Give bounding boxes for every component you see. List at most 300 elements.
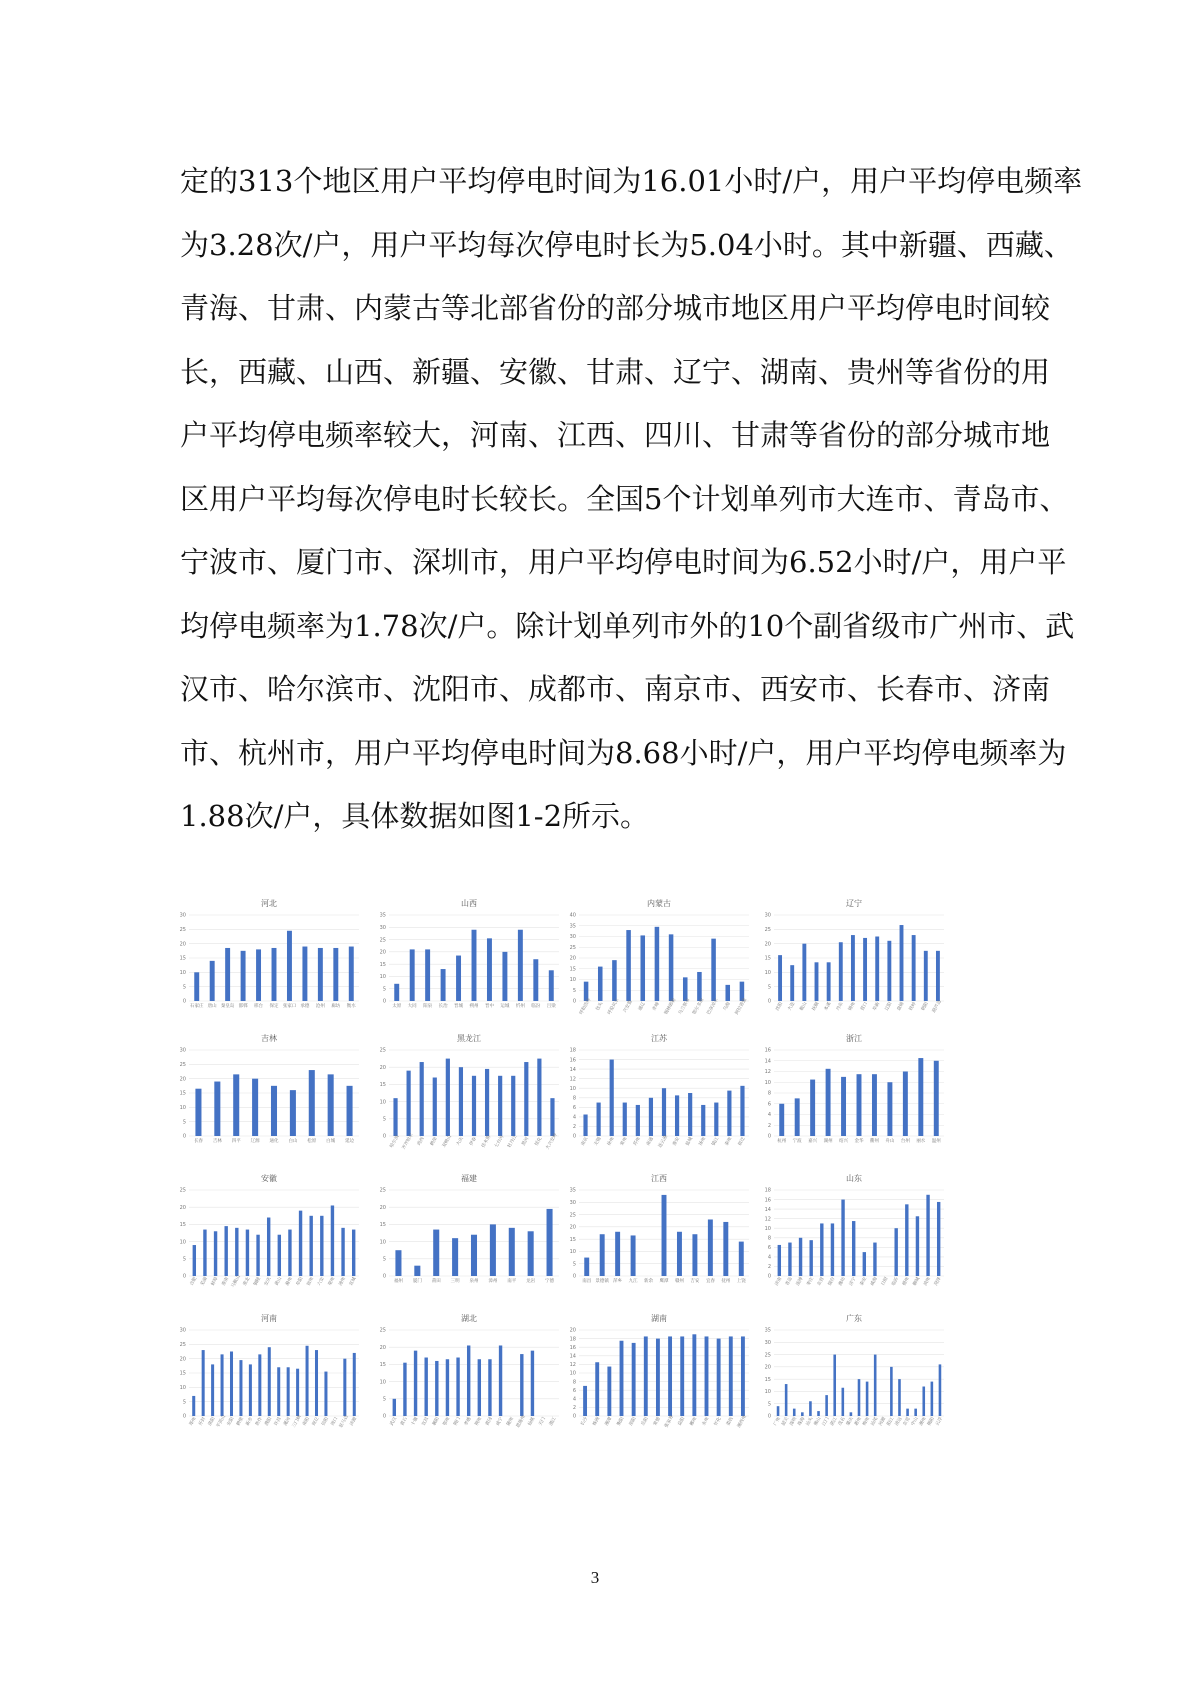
x-category-label: 朝阳 (920, 1001, 930, 1012)
chart-13 (375, 1310, 563, 1440)
x-category-label: 石家庄 (189, 1004, 204, 1009)
chart-svg (175, 1030, 363, 1160)
bar (347, 1086, 353, 1136)
bar (912, 935, 916, 1001)
bar (820, 1223, 823, 1276)
x-category-label: 泰安 (859, 1276, 869, 1287)
bar (287, 1367, 290, 1416)
y-tick-label: 2 (572, 1405, 576, 1412)
x-category-label: 临沂 (891, 1276, 901, 1287)
y-tick-label: 16 (764, 1047, 771, 1054)
bar (662, 1088, 666, 1136)
bar (407, 1071, 411, 1136)
y-tick-label: 10 (764, 970, 771, 977)
y-tick-label: 16 (569, 1057, 576, 1064)
y-tick-label: 4 (572, 1396, 576, 1403)
x-category-label: 白城 (326, 1139, 336, 1144)
x-category-label: 鹤岗 (429, 1136, 439, 1147)
bar (395, 1250, 401, 1276)
x-category-label: 日照 (880, 1276, 890, 1287)
x-category-label: 厦门 (412, 1279, 422, 1284)
x-category-label: 阜新 (872, 1001, 882, 1012)
bar (210, 961, 215, 1001)
bar (852, 1221, 855, 1276)
paragraph-line: 青海、甘肃、内蒙古等北部省份的部分城市地区用户平均停电时间较 (180, 291, 1051, 325)
bar (583, 1115, 587, 1137)
x-category-label: 漯河 (283, 1416, 293, 1427)
x-category-label: 阜阳 (295, 1276, 305, 1287)
x-category-label: 沧州 (315, 1004, 325, 1009)
y-tick-label: 0 (382, 1273, 386, 1280)
x-category-label: 呼伦贝尔 (607, 997, 621, 1016)
bar (741, 1336, 745, 1416)
y-tick-label: 20 (379, 1344, 386, 1351)
x-category-label: 包头 (595, 1001, 605, 1012)
bar (414, 1266, 420, 1276)
bar (858, 1379, 861, 1416)
bar (688, 1093, 692, 1136)
chart-title: 安徽 (261, 1174, 277, 1183)
chart-title: 山西 (461, 899, 477, 908)
bar (302, 947, 307, 1001)
y-tick-label: 6 (767, 1245, 771, 1252)
x-category-label: 黄冈 (485, 1416, 494, 1427)
x-category-label: 双鸭山 (441, 1134, 453, 1149)
bar (290, 1090, 296, 1136)
x-category-label: 漳州 (488, 1279, 498, 1284)
y-tick-label: 20 (179, 1204, 186, 1211)
bar (779, 1104, 784, 1136)
bar (315, 1350, 318, 1416)
bar (549, 970, 554, 1001)
y-tick-label: 10 (179, 1105, 186, 1112)
bar (708, 1219, 713, 1276)
y-tick-label: 10 (379, 1379, 386, 1386)
x-category-label: 韶关 (781, 1416, 791, 1427)
bar (851, 935, 855, 1001)
x-category-label: 衢州 (869, 1139, 879, 1144)
x-category-label: 茂名 (837, 1416, 847, 1427)
bar (202, 1350, 205, 1416)
bar (331, 1205, 334, 1276)
chart-title: 黑龙江 (457, 1034, 481, 1043)
chart-svg (760, 1170, 948, 1300)
bar (863, 1252, 866, 1276)
y-tick-label: 15 (379, 1362, 386, 1369)
bar (195, 1089, 201, 1136)
bar (842, 1388, 845, 1416)
bar (459, 1067, 463, 1136)
bar (393, 1098, 397, 1136)
y-tick-label: 5 (572, 987, 576, 994)
bar (333, 948, 338, 1001)
x-category-label: 盐城 (685, 1136, 695, 1147)
bar (636, 1105, 640, 1136)
y-tick-label: 10 (179, 1239, 186, 1246)
y-tick-label: 20 (179, 1356, 186, 1363)
x-category-label: 深圳 (789, 1416, 799, 1427)
body-paragraph (180, 150, 1083, 849)
x-category-label: 衡水 (346, 1004, 356, 1009)
x-category-label: 荆州 (474, 1416, 484, 1427)
bar (550, 1098, 554, 1136)
x-category-label: 张家界 (664, 1414, 676, 1429)
bar (926, 1195, 929, 1276)
x-category-label: 南平 (507, 1279, 517, 1284)
y-tick-label: 0 (767, 1133, 771, 1140)
x-category-label: 青岛 (785, 1276, 794, 1287)
bar (795, 1098, 800, 1136)
bar (900, 925, 904, 1001)
x-category-label: 阿拉善盟 (734, 997, 749, 1016)
x-category-label: 驻马店 (338, 1414, 350, 1429)
y-tick-label: 25 (179, 1342, 186, 1349)
bar (584, 1258, 589, 1276)
bar (802, 944, 806, 1001)
x-category-label: 大兴安岭 (545, 1132, 559, 1151)
y-tick-label: 4 (767, 1254, 771, 1261)
bar (705, 1336, 709, 1416)
bar (711, 939, 716, 1001)
y-tick-label: 5 (382, 1256, 386, 1263)
chart-5 (375, 1030, 563, 1160)
bar (537, 1059, 541, 1136)
bar (644, 1336, 648, 1416)
x-category-label: 七台河 (494, 1134, 506, 1149)
bar (595, 1362, 599, 1416)
bar (328, 1074, 334, 1136)
bar (662, 1195, 667, 1276)
y-tick-label: 30 (569, 934, 576, 941)
y-tick-label: 15 (569, 966, 576, 973)
x-category-label: 吉安 (690, 1279, 700, 1284)
bar (612, 960, 617, 1001)
x-category-label: 龙岩 (526, 1279, 536, 1284)
paragraph-line: 为3.28次/户，用户平均每次停电时长为5.04小时。其中新疆、西藏、 (180, 227, 1073, 262)
chart-14 (565, 1310, 753, 1440)
x-category-label: 南阳 (302, 1416, 312, 1427)
x-category-label: 阳江 (886, 1416, 896, 1427)
y-tick-label: 10 (379, 1239, 386, 1246)
y-tick-label: 20 (379, 1204, 386, 1211)
bar (520, 1354, 523, 1416)
bar (309, 1216, 312, 1276)
bar (788, 1243, 791, 1276)
page-number: 3 (590, 1568, 600, 1587)
bar (528, 1231, 534, 1276)
bar (410, 949, 415, 1001)
x-category-label: 萍乡 (613, 1279, 623, 1284)
y-tick-label: 20 (764, 1364, 771, 1371)
x-category-label: 滁州 (285, 1276, 294, 1287)
bar (914, 1409, 917, 1416)
chart-3 (760, 895, 948, 1025)
bar (287, 931, 292, 1001)
x-category-label: 汕头 (805, 1416, 815, 1427)
bar (394, 984, 399, 1001)
x-category-label: 武汉 (389, 1416, 399, 1427)
chart-svg (565, 1310, 753, 1440)
x-category-label: 抚州 (721, 1279, 731, 1284)
chart-svg (375, 1310, 563, 1440)
x-category-label: 晋中 (484, 1004, 494, 1009)
bar (425, 949, 430, 1001)
x-category-label: 郴州 (689, 1416, 699, 1427)
bar (924, 951, 928, 1001)
x-category-label: 中山 (910, 1416, 920, 1427)
y-tick-label: 4 (572, 1114, 576, 1121)
bar (235, 1228, 238, 1276)
paragraph-line: 1.88次/户，具体数据如图1-2所示。 (180, 799, 650, 833)
bar (309, 1070, 315, 1136)
bar (487, 938, 492, 1001)
y-tick-label: 10 (569, 977, 576, 984)
y-tick-label: 8 (572, 1379, 576, 1386)
bar (692, 1234, 697, 1276)
x-category-label: 辽阳 (884, 1001, 894, 1012)
x-category-label: 铁岭 (908, 1001, 918, 1012)
x-category-label: 天门 (538, 1416, 548, 1427)
y-tick-label: 10 (179, 970, 186, 977)
x-category-label: 平顶山 (216, 1414, 228, 1429)
bar (420, 1062, 424, 1136)
y-tick-label: 14 (569, 1353, 576, 1360)
bar (414, 1351, 417, 1416)
x-category-label: 汕尾 (870, 1416, 880, 1427)
x-category-label: 安阳 (226, 1416, 236, 1427)
bar (233, 1074, 239, 1136)
y-tick-label: 0 (572, 1133, 576, 1140)
y-tick-label: 14 (764, 1206, 771, 1213)
x-category-label: 芜湖 (200, 1276, 209, 1287)
y-tick-label: 30 (179, 1047, 186, 1054)
paragraph-line: 区用户平均每次停电时长较长。全国5个计划单列市大连市、青岛市、 (180, 481, 1069, 516)
x-category-label: 郑州 (188, 1416, 198, 1427)
bar (683, 977, 688, 1001)
x-category-label: 咸宁 (495, 1416, 505, 1427)
y-tick-label: 5 (382, 1396, 386, 1403)
bar (729, 1336, 733, 1416)
chart-svg (760, 895, 948, 1025)
x-category-label: 淮南 (221, 1276, 231, 1287)
x-category-label: 恩施州 (515, 1414, 527, 1429)
x-category-label: 南通 (646, 1136, 655, 1147)
x-category-label: 连云港 (658, 1134, 670, 1149)
x-category-label: 吉林 (212, 1139, 222, 1144)
y-tick-label: 30 (179, 912, 186, 919)
chart-2 (565, 895, 753, 1025)
x-category-label: 肇庆 (846, 1416, 855, 1427)
y-tick-label: 12 (569, 1362, 576, 1369)
x-category-label: 十堰 (410, 1416, 420, 1427)
y-tick-label: 2 (572, 1124, 576, 1131)
chart-1 (375, 895, 563, 1025)
bar (509, 1228, 515, 1276)
y-tick-label: 20 (569, 955, 576, 962)
y-tick-label: 10 (569, 1085, 576, 1092)
y-tick-label: 20 (379, 1064, 386, 1071)
bar (656, 1339, 660, 1416)
bar (790, 965, 794, 1001)
bar (649, 1098, 653, 1136)
y-tick-label: 0 (767, 998, 771, 1005)
bar (256, 949, 261, 1001)
x-category-label: 孝感 (463, 1416, 473, 1427)
bar (502, 952, 507, 1001)
x-category-label: 本溪 (823, 1001, 833, 1012)
x-category-label: 许昌 (273, 1416, 283, 1427)
bar (278, 1235, 281, 1276)
x-category-label: 仙桃 (527, 1416, 537, 1427)
chart-0 (175, 895, 363, 1025)
bar (841, 1200, 844, 1276)
x-category-label: 葫芦岛 (931, 999, 944, 1014)
bar (799, 1238, 802, 1276)
bar (857, 1074, 862, 1136)
bar (675, 1095, 679, 1136)
x-category-label: 长沙 (580, 1416, 590, 1427)
bar (271, 1086, 277, 1136)
bar (424, 1358, 427, 1416)
y-tick-label: 20 (569, 1327, 576, 1334)
y-tick-label: 0 (572, 1413, 576, 1420)
x-category-label: 绥化 (534, 1136, 544, 1147)
bar (306, 1346, 309, 1416)
chart-15 (760, 1310, 948, 1440)
y-tick-label: 18 (569, 1047, 576, 1054)
y-tick-label: 20 (179, 941, 186, 948)
x-category-label: 信阳 (321, 1416, 330, 1427)
x-category-label: 牡丹江 (507, 1134, 519, 1149)
bar (801, 1412, 804, 1416)
x-category-label: 延边 (345, 1139, 355, 1144)
x-category-label: 六安 (316, 1276, 326, 1287)
y-tick-label: 8 (767, 1235, 771, 1242)
x-category-label: 镇江 (711, 1136, 721, 1147)
bar (518, 930, 523, 1001)
x-category-label: 三门峡 (291, 1414, 303, 1429)
x-category-label: 新乡 (245, 1416, 255, 1427)
x-category-label: 潜江 (548, 1416, 558, 1427)
bar (224, 1226, 227, 1276)
x-category-label: 佛山 (813, 1416, 823, 1427)
bar (934, 1061, 939, 1136)
bar (498, 1076, 502, 1136)
bar (817, 1411, 820, 1416)
bar (472, 930, 477, 1001)
paragraph-line: 户平均停电频率较大，河南、江西、四川、甘肃等省份的部分城市地 (180, 418, 1051, 452)
y-tick-label: 0 (572, 998, 576, 1005)
paragraph-line: 均停电频率为1.78次/户。除计划单列市外的10个副省级市广州市、武 (180, 608, 1075, 643)
y-tick-label: 5 (182, 1119, 186, 1126)
chart-title: 辽宁 (846, 899, 862, 908)
paragraph-line: 长，西藏、山西、新疆、安徽、甘肃、辽宁、湖南、贵州等省份的用 (180, 354, 1051, 389)
x-category-label: 滨州 (923, 1276, 933, 1287)
x-category-label: 威海 (870, 1276, 879, 1287)
x-category-label: 忻州 (515, 1004, 525, 1009)
bar (778, 955, 782, 1001)
x-category-label: 湖州 (823, 1139, 833, 1144)
bar (890, 1367, 893, 1416)
x-category-label: 合肥 (189, 1276, 199, 1287)
x-category-label: 张家口 (282, 1004, 297, 1009)
bar (533, 959, 538, 1001)
y-tick-label: 15 (379, 1222, 386, 1229)
x-category-label: 无锡 (593, 1136, 603, 1147)
y-tick-label: 15 (179, 1222, 186, 1229)
x-category-label: 四平 (231, 1139, 241, 1144)
bar (872, 1074, 877, 1136)
x-category-label: 承德 (300, 1004, 310, 1009)
x-category-label: 济源 (349, 1416, 359, 1427)
chart-11 (760, 1170, 948, 1300)
x-category-label: 烟台 (827, 1276, 837, 1287)
y-tick-label: 25 (379, 1187, 386, 1194)
bar (193, 1245, 196, 1276)
x-category-label: 秦皇岛 (220, 1004, 235, 1009)
bar (600, 1234, 605, 1276)
y-tick-label: 6 (572, 1105, 576, 1112)
bar (727, 1091, 731, 1136)
x-category-label: 泉州 (469, 1279, 479, 1284)
y-tick-label: 10 (764, 1079, 771, 1086)
x-category-label: 洛阳 (207, 1416, 217, 1427)
x-category-label: 南京 (580, 1136, 590, 1147)
x-category-label: 营口 (860, 1001, 870, 1012)
y-tick-label: 0 (767, 1413, 771, 1420)
bar (692, 1334, 696, 1416)
x-category-label: 淮北 (242, 1276, 252, 1287)
x-category-label: 鸡西 (416, 1136, 426, 1147)
province-chart-grid (175, 895, 1025, 1495)
bar (230, 1352, 233, 1417)
x-category-label: 永州 (701, 1416, 711, 1427)
bar (268, 1347, 271, 1416)
bar (467, 1345, 470, 1416)
bar (607, 1367, 611, 1416)
x-category-label: 朔州 (469, 1004, 479, 1009)
x-category-label: 绍兴 (839, 1139, 849, 1144)
x-category-label: 珠海 (797, 1416, 807, 1427)
x-category-label: 枣庄 (806, 1276, 816, 1287)
chart-12 (175, 1310, 363, 1440)
x-category-label: 鄂尔多斯 (692, 997, 706, 1016)
bar (826, 1069, 831, 1136)
chart-svg (565, 1030, 753, 1160)
bar (725, 985, 730, 1001)
x-category-label: 鹤壁 (236, 1416, 245, 1427)
x-category-label: 随州 (506, 1416, 516, 1427)
bar (343, 1359, 346, 1416)
chart-4 (175, 1030, 363, 1160)
bar (717, 1339, 721, 1416)
bar (324, 1372, 327, 1416)
chart-svg (375, 1030, 563, 1160)
x-category-label: 马鞍山 (230, 1274, 242, 1289)
y-tick-label: 25 (569, 944, 576, 951)
x-category-label: 阳泉 (423, 1004, 433, 1009)
bar (632, 1343, 636, 1416)
bar (905, 1204, 908, 1276)
x-category-label: 安庆 (263, 1276, 273, 1287)
x-category-label: 广州 (773, 1416, 783, 1427)
x-category-label: 长治 (438, 1004, 448, 1009)
y-tick-label: 0 (767, 1273, 771, 1280)
chart-10 (565, 1170, 753, 1300)
y-tick-label: 8 (572, 1095, 576, 1102)
x-category-label: 常德 (653, 1416, 662, 1427)
x-category-label: 呼和浩特 (578, 997, 593, 1016)
